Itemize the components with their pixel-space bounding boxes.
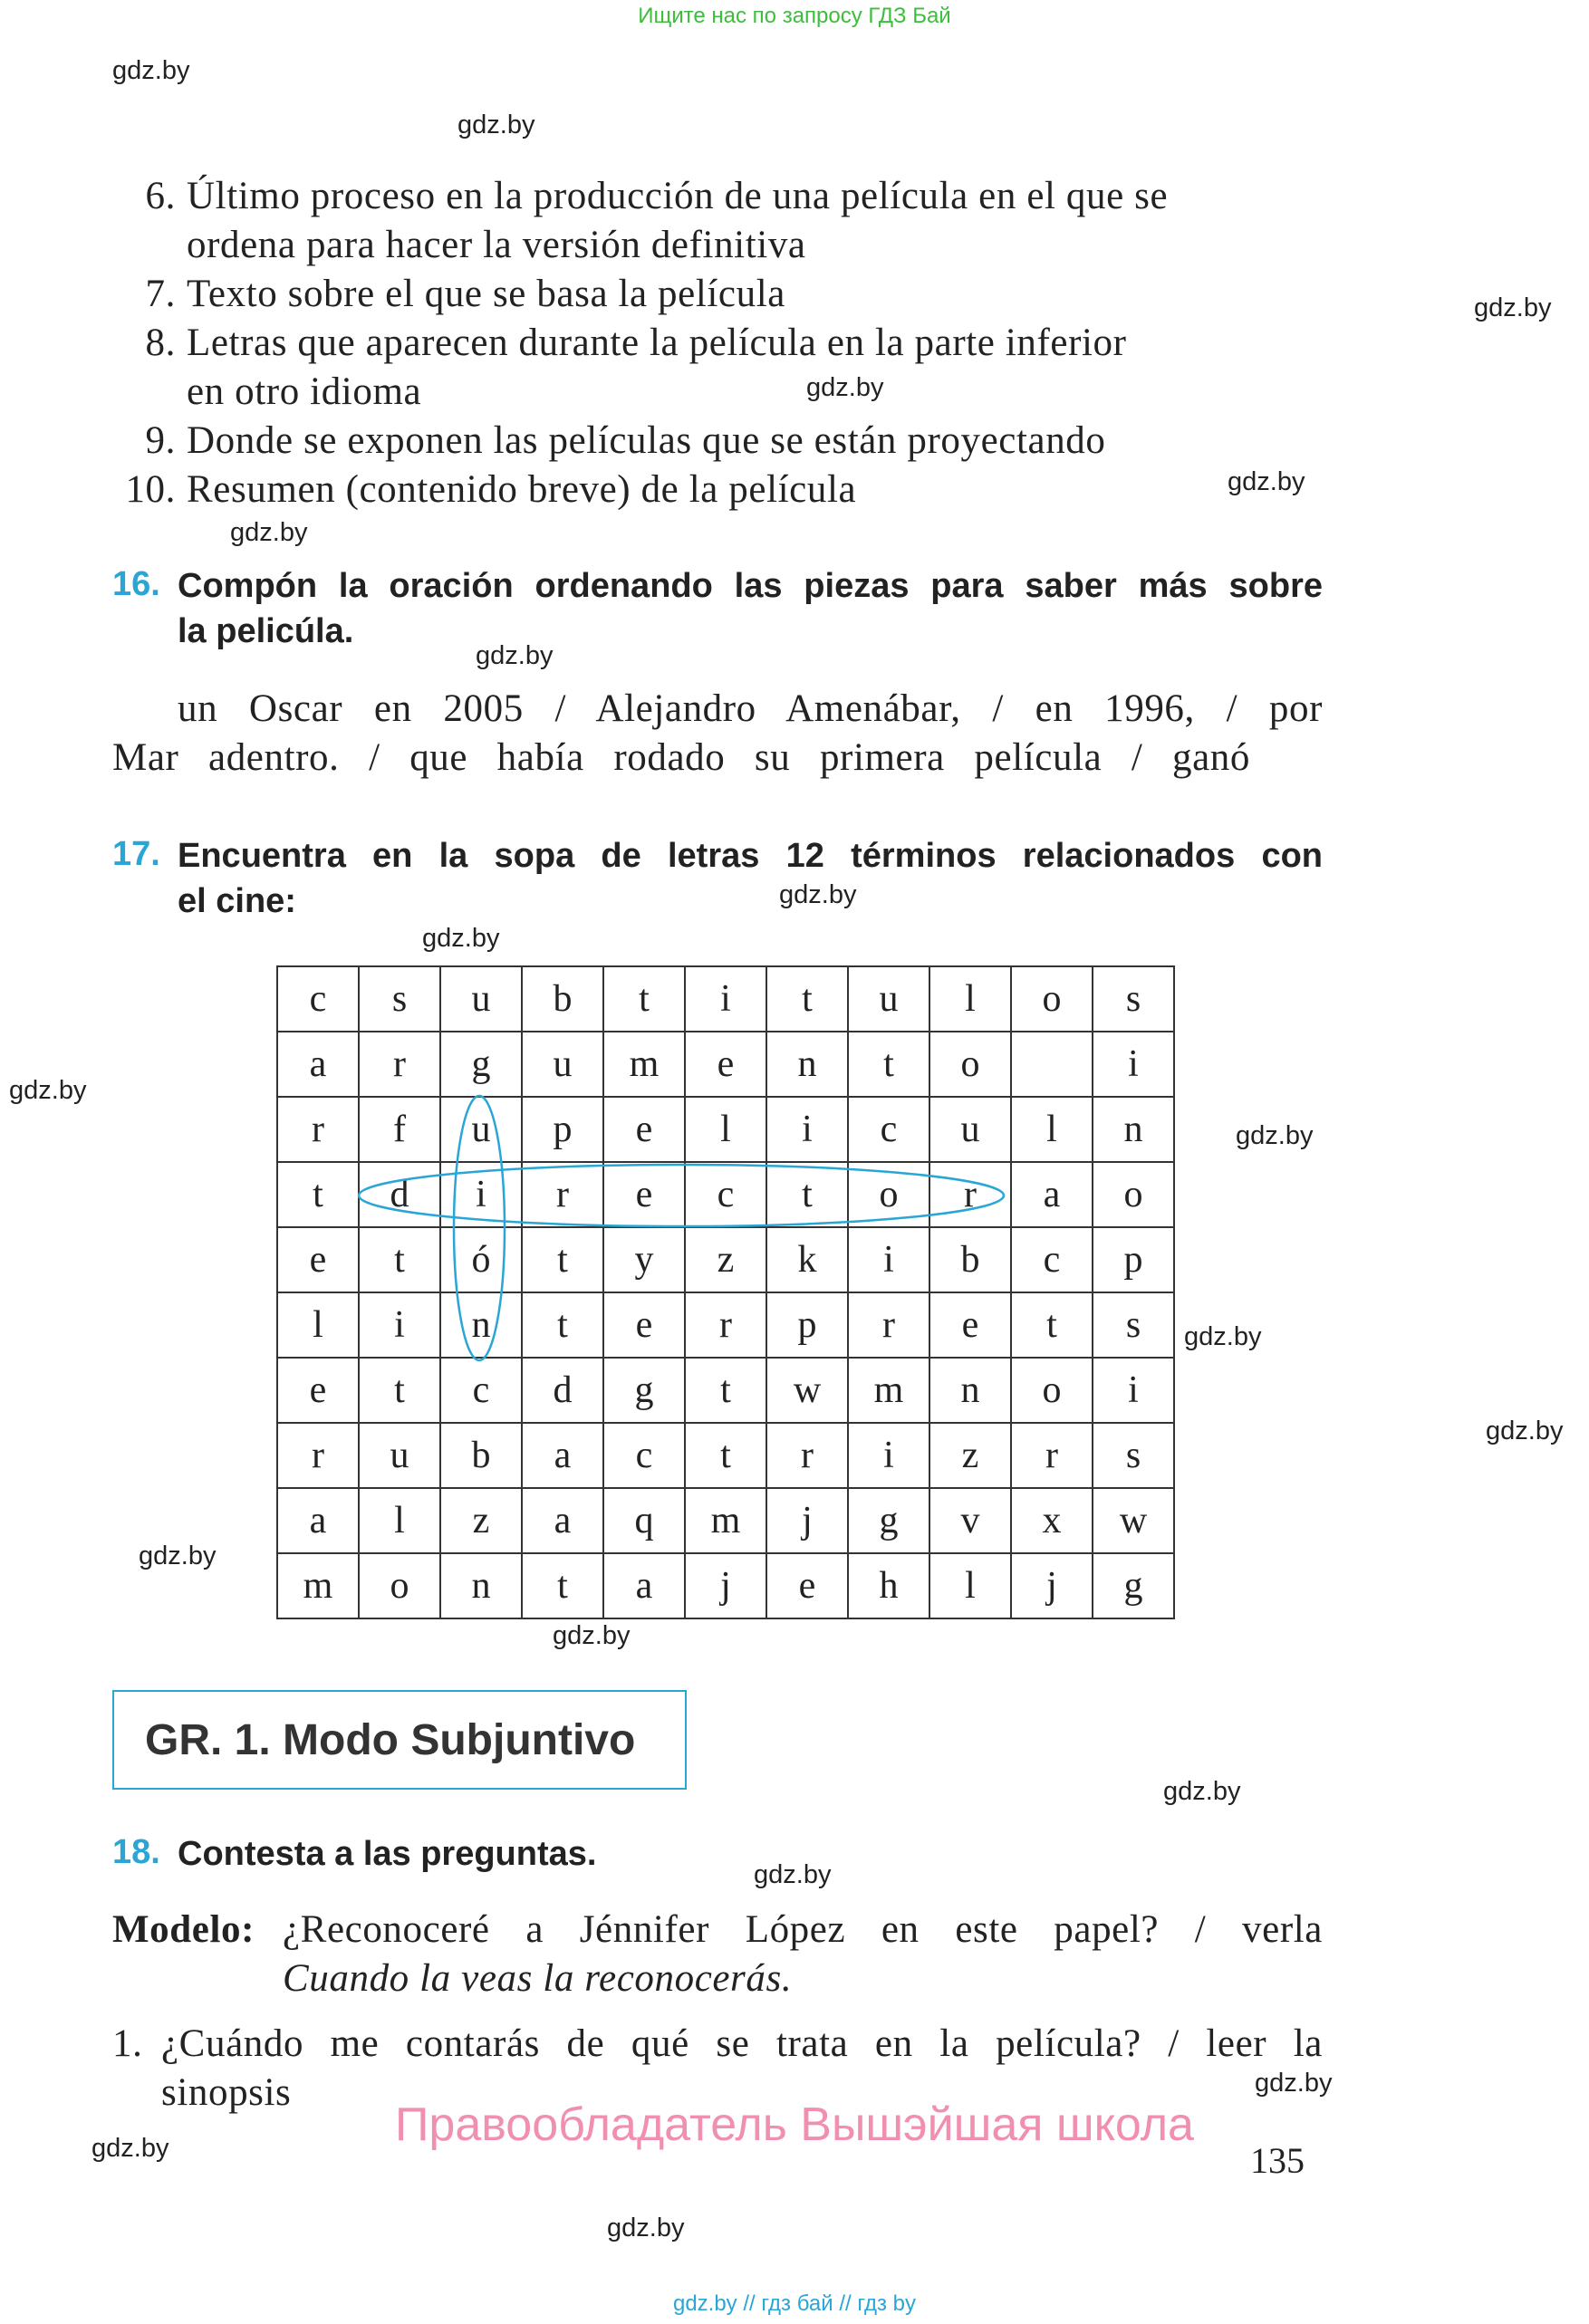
list-item-number: 9. [145,419,176,462]
watermark: gdz.by [457,110,535,139]
grid-cell: a [603,1553,685,1618]
grid-cell: i [440,1162,522,1227]
grid-cell: o [359,1553,440,1618]
grid-cell: h [848,1553,929,1618]
grid-cell: u [929,1097,1011,1162]
grid-cell: n [440,1292,522,1358]
grid-cell: a [522,1423,603,1488]
grid-cell: o [929,1032,1011,1097]
watermark: gdz.by [754,1860,832,1889]
watermark: gdz.by [422,924,500,953]
grid-cell: i [1093,1032,1174,1097]
grid-cell: e [603,1292,685,1358]
grid-cell: d [522,1358,603,1423]
grid-cell: r [685,1292,766,1358]
grid-cell: t [522,1292,603,1358]
grid-cell: y [603,1227,685,1292]
grid-cell: n [1093,1097,1174,1162]
task-16-body-line: un Oscar en 2005 / Alejandro Amenábar, / en 1996, / por [178,687,1323,730]
grid-cell: l [359,1488,440,1553]
grid-row [277,1097,1174,1162]
task-17-title-line: el cine: [178,882,296,920]
grid-row [277,1423,1174,1488]
grid-cell: o [1011,1358,1093,1423]
grid-cell: t [1011,1292,1093,1358]
section-title: GR. 1. Modo Subjuntivo [145,1716,636,1764]
grid-cell: w [1093,1488,1174,1553]
grid-cell: m [685,1488,766,1553]
grid-cell: f [359,1097,440,1162]
grid-cell: u [359,1423,440,1488]
grid-cell: g [603,1358,685,1423]
copyright-notice: Правообладатель Вышэйшая школа [395,2098,1194,2151]
section-header-box [112,1690,687,1790]
watermark: gdz.by [139,1541,217,1570]
task-18-item-continuation: sinopsis [161,2071,292,2114]
grid-row [277,1032,1174,1097]
grid-cell: u [440,966,522,1032]
grid-cell: i [1093,1358,1174,1423]
grid-cell: o [1093,1162,1174,1227]
grid-cell: x [1011,1488,1093,1553]
grid-cell: g [440,1032,522,1097]
list-item-text: Último proceso en la producción de una película en el que se [187,175,1169,217]
watermark: gdz.by [9,1076,87,1105]
grid-cell: l [685,1097,766,1162]
watermark: gdz.by [1184,1322,1262,1351]
task-18-number: 18. [112,1833,160,1871]
grid-cell: k [766,1227,848,1292]
grid-cell: r [522,1162,603,1227]
grid-row [277,1227,1174,1292]
grid-cell: a [277,1488,359,1553]
grid-row [277,1292,1174,1358]
word-search-grid [276,965,1175,1619]
grid-cell: t [685,1358,766,1423]
grid-cell: g [1093,1553,1174,1618]
watermark: gdz.by [1228,467,1305,496]
grid-cell: z [685,1227,766,1292]
grid-cell: c [1011,1227,1093,1292]
watermark: gdz.by [806,373,884,402]
task-17-number: 17. [112,835,160,873]
grid-cell: p [522,1097,603,1162]
watermark: gdz.by [1474,293,1552,322]
grid-cell: m [603,1032,685,1097]
grid-cell: q [603,1488,685,1553]
list-item-text: Texto sobre el que se basa la película [187,273,785,315]
grid-cell: t [766,966,848,1032]
grid-cell: b [440,1423,522,1488]
grid-cell: l [277,1292,359,1358]
grid-cell: c [440,1358,522,1423]
top-banner: Ищите нас по запросу ГДЗ Бай [638,4,951,28]
watermark: gdz.by [1163,1777,1241,1806]
task-16-title-line: la pelicúla. [178,612,354,650]
grid-cell: t [603,966,685,1032]
grid-cell: i [848,1423,929,1488]
list-item-number: 8. [145,322,176,364]
task-18-title: Contesta a las preguntas. [178,1835,597,1873]
grid-cell: b [929,1227,1011,1292]
watermark: gdz.by [1486,1416,1564,1445]
list-item-number: 10. [125,468,176,511]
watermark: gdz.by [476,641,554,670]
grid-cell: r [277,1423,359,1488]
grid-cell: e [603,1162,685,1227]
grid-cell: r [277,1097,359,1162]
grid-cell: p [766,1292,848,1358]
grid-cell: t [766,1162,848,1227]
grid-cell: n [766,1032,848,1097]
grid-cell: a [522,1488,603,1553]
grid-cell: t [359,1227,440,1292]
watermark: gdz.by [607,2214,685,2242]
grid-cell: t [848,1032,929,1097]
grid-row [277,1553,1174,1618]
task-16-title-line: Compón la oración ordenando las piezas para saber más sobre [178,567,1323,605]
grid-row [277,1162,1174,1227]
grid-cell: u [440,1097,522,1162]
grid-cell: z [440,1488,522,1553]
grid-cell: o [1011,966,1093,1032]
grid-cell: s [1093,966,1174,1032]
footer-links: gdz.by // гдз бай // гдз by [672,2291,917,2316]
watermark: gdz.by [91,2134,169,2163]
grid-cell: l [1011,1097,1093,1162]
grid-cell: s [1093,1292,1174,1358]
grid-cell: a [1011,1162,1093,1227]
grid-cell: j [766,1488,848,1553]
grid-cell: p [1093,1227,1174,1292]
task-16-title [178,563,1323,654]
grid-cell: n [929,1358,1011,1423]
model-question: ¿Reconoceré a Jénnifer López en este papel? / verla [283,1908,1323,1951]
grid-cell: r [848,1292,929,1358]
task-16-number: 16. [112,565,160,603]
watermark: gdz.by [230,518,308,547]
grid-cell: l [929,1553,1011,1618]
grid-cell: s [359,966,440,1032]
grid-cell: c [603,1423,685,1488]
grid-cell: r [359,1032,440,1097]
grid-cell: t [359,1358,440,1423]
task-17-title [178,833,1323,924]
grid-row [277,966,1174,1032]
grid-cell: r [929,1162,1011,1227]
model-answer: Cuando la veas la reconocerás. [283,1957,793,2000]
grid-cell: i [359,1292,440,1358]
page-number: 135 [1250,2140,1305,2181]
list-item-continuation: en otro idioma [187,370,422,413]
grid-cell: r [766,1423,848,1488]
grid-cell: a [277,1032,359,1097]
grid-cell: u [848,966,929,1032]
grid-cell: e [766,1553,848,1618]
grid-cell: s [1093,1423,1174,1488]
watermark: gdz.by [112,56,190,85]
grid-cell: i [766,1097,848,1162]
list-item-number: 6. [145,175,176,217]
grid-cell: i [848,1227,929,1292]
list-item-text: Resumen (contenido breve) de la película [187,468,857,511]
list-item-text: Letras que aparecen durante la película en la parte inferior [187,322,1127,364]
model-label: Modelo: [112,1908,255,1951]
grid-cell: e [277,1227,359,1292]
task-16-body-line: Mar adentro. / que había rodado su primera película / ganó [112,736,1250,779]
grid-cell: m [277,1553,359,1618]
grid-cell: c [848,1097,929,1162]
grid-row [277,1488,1174,1553]
grid-cell: c [277,966,359,1032]
grid-cell: j [685,1553,766,1618]
task-18-item-text: ¿Cuándo me contarás de qué se trata en la película? / leer la [161,2022,1323,2065]
grid-cell: c [685,1162,766,1227]
grid-cell: e [929,1292,1011,1358]
task-18-item-number: 1. [112,2022,143,2065]
watermark: gdz.by [1255,2069,1333,2098]
grid-cell: i [685,966,766,1032]
grid-cell: m [848,1358,929,1423]
grid-cell: w [766,1358,848,1423]
grid-cell: e [603,1097,685,1162]
grid-cell: ó [440,1227,522,1292]
grid-cell: u [522,1032,603,1097]
grid-cell: v [929,1488,1011,1553]
watermark: gdz.by [553,1621,631,1650]
grid-cell: n [440,1553,522,1618]
grid-row [277,1358,1174,1423]
watermark: gdz.by [1236,1121,1314,1150]
list-item-number: 7. [145,273,176,315]
grid-cell: r [1011,1423,1093,1488]
grid-cell: z [929,1423,1011,1488]
list-item-text: Donde se exponen las películas que se están proyectando [187,419,1106,462]
grid-cell: l [929,966,1011,1032]
grid-cell: t [277,1162,359,1227]
grid-cell: g [848,1488,929,1553]
grid-cell: e [685,1032,766,1097]
grid-cell: t [522,1553,603,1618]
grid-cell: j [1011,1553,1093,1618]
grid-cell: o [848,1162,929,1227]
list-item-continuation: ordena para hacer la versión definitiva [187,224,806,266]
grid-cell: t [685,1423,766,1488]
grid-cell: e [277,1358,359,1423]
grid-cell: t [522,1227,603,1292]
task-17-title-line: Encuentra en la sopa de letras 12 términos relacionados con [178,837,1323,875]
grid-cell: d [359,1162,440,1227]
watermark: gdz.by [779,880,857,909]
grid-cell: b [522,966,603,1032]
grid-cell [1011,1032,1093,1097]
